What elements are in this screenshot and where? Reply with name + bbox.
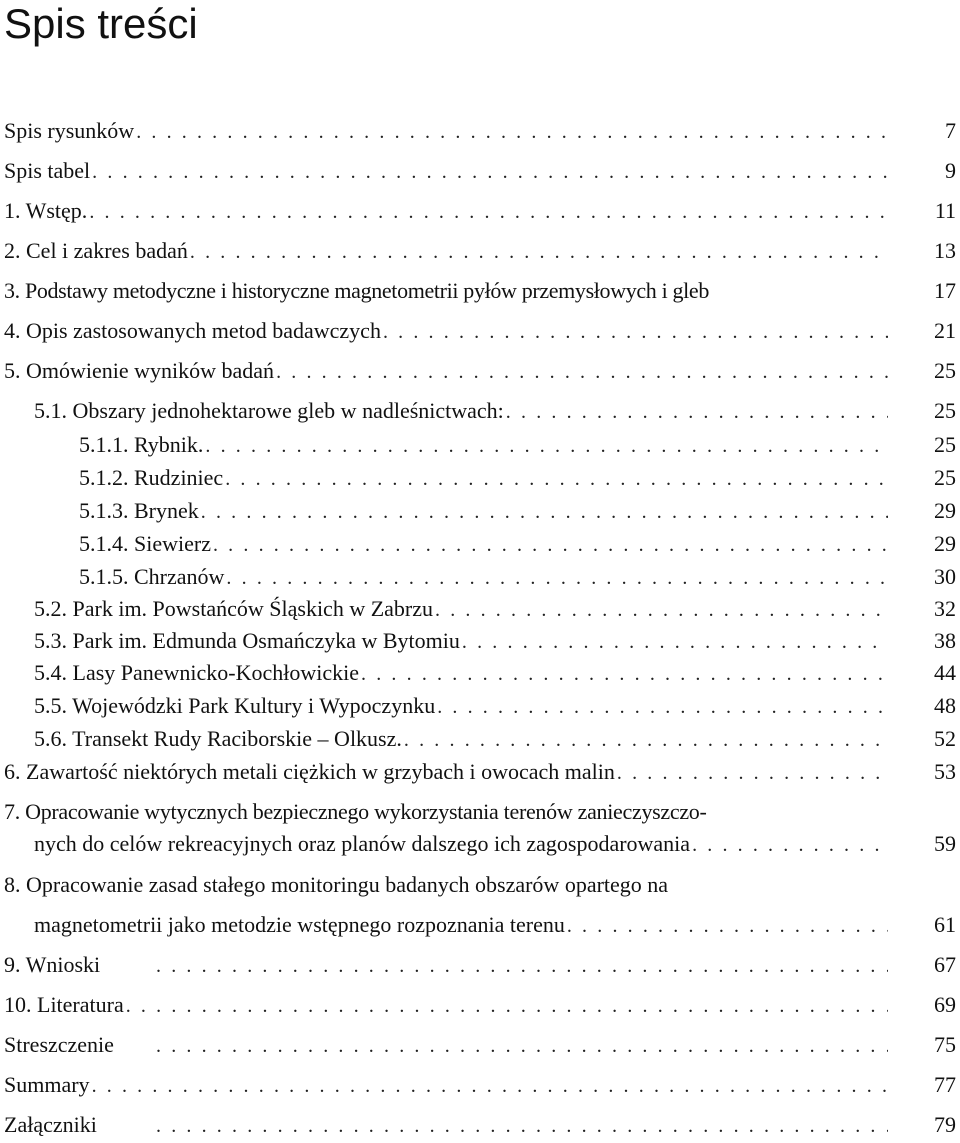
toc-page-number: 38 — [934, 628, 956, 653]
dot-leader — [156, 1031, 888, 1060]
toc-page-number: 77 — [934, 1072, 956, 1097]
dot-leader — [462, 627, 888, 656]
dot-leader — [506, 397, 888, 426]
toc-page-number: 52 — [934, 726, 956, 751]
dot-leader — [617, 758, 888, 787]
toc-entry-continuation: nych do celów rekreacyjnych oraz planów dalszego ich zagospodarowania — [34, 831, 691, 856]
toc-entry[interactable] — [0, 430, 960, 460]
dot-leader — [435, 595, 888, 624]
toc-page-number: 13 — [934, 238, 956, 263]
dot-leader — [126, 991, 888, 1020]
toc-entry[interactable] — [0, 990, 960, 1020]
toc-entry-label: 5.1. Obszary jednohektarowe gleb w nadleśnictwach: — [34, 398, 504, 423]
toc-entry-label: 5.1.5. Chrzanów — [79, 564, 225, 589]
toc-entry-label[interactable]: 8. Opracowanie zasad stałego monitoringu badanych obszarów opartego na — [4, 872, 669, 897]
toc-entry-label: 9. Wnioski — [4, 952, 101, 977]
toc-entry-label: 2. Cel i zakres badań — [4, 238, 188, 263]
toc-page-number: 25 — [934, 432, 956, 457]
page-title: Spis treści — [4, 0, 198, 47]
toc-page-number: 11 — [934, 198, 956, 223]
toc-entry-label: Summary — [4, 1072, 90, 1097]
dot-leader — [156, 951, 888, 980]
dot-leader — [136, 117, 888, 146]
toc-entry-label: 5.4. Lasy Panewnicko-Kochłowickie — [34, 660, 360, 685]
toc-entry-label: 5.1.1. Rybnik. — [79, 432, 204, 457]
toc-page-number: 25 — [934, 358, 956, 383]
dot-leader — [437, 692, 888, 721]
dot-leader — [190, 237, 888, 266]
toc-entry[interactable] — [0, 196, 960, 226]
toc-entry-label: 5.3. Park im. Edmunda Osmańczyka w Bytomiu — [34, 628, 460, 653]
toc-entry[interactable] — [0, 1110, 960, 1140]
toc-entry-label: 5.1.3. Brynek — [79, 498, 199, 523]
dot-leader — [692, 830, 888, 859]
toc-entry-label[interactable]: 7. Opracowanie wytycznych bezpiecznego wykorzystania terenów zanieczyszczo- — [4, 799, 707, 824]
toc-entry-label: 3. Podstawy metodyczne i historyczne magnetometrii pyłów przemysłowych i gleb — [4, 278, 709, 303]
toc-entry-label: Spis rysunków — [4, 118, 135, 143]
toc-entry-label: 4. Opis zastosowanych metod badawczych — [4, 318, 381, 343]
toc-page-number: 9 — [945, 158, 956, 183]
toc-entry[interactable] — [0, 626, 960, 656]
toc-page-number: 59 — [934, 831, 956, 856]
toc-entry-label: 5.1.4. Siewierz — [79, 531, 211, 556]
toc-entry[interactable] — [0, 463, 960, 493]
toc-entry[interactable] — [0, 1030, 960, 1060]
toc-entry[interactable] — [0, 829, 960, 859]
toc-entry[interactable] — [0, 236, 960, 266]
toc-entry-continuation: magnetometrii jako metodzie wstępnego rozpoznania terenu — [34, 912, 565, 937]
toc-page-number: 29 — [934, 498, 956, 523]
dot-leader — [404, 725, 888, 754]
toc-entry-label: 5.2. Park im. Powstańców Śląskich w Zabrzu — [34, 596, 433, 621]
toc-entry-label: Spis tabel — [4, 158, 91, 183]
toc-entry-label: 6. Zawartość niektórych metali ciężkich w grzybach i owocach malin — [4, 759, 615, 784]
toc-page-number: 7 — [945, 118, 956, 143]
toc-entry[interactable] — [0, 356, 960, 386]
toc-entry[interactable] — [0, 562, 960, 592]
dot-leader — [205, 431, 888, 460]
toc-page-number: 29 — [934, 531, 956, 556]
dot-leader — [213, 530, 888, 559]
toc-page-number: 30 — [934, 564, 956, 589]
toc-entry-label: 5.6. Transekt Rudy Raciborskie – Olkusz. — [34, 726, 402, 751]
toc-page-number: 48 — [934, 693, 956, 718]
toc-page-number: 61 — [934, 912, 956, 937]
toc-entry-label: Streszczenie — [4, 1032, 114, 1057]
toc-entry[interactable] — [0, 950, 960, 980]
toc-page-number: 53 — [934, 759, 956, 784]
toc-page-number: 79 — [934, 1112, 956, 1137]
toc-entry-label: 5. Omówienie wyników badań — [4, 358, 275, 383]
dot-leader — [201, 497, 888, 526]
toc-page-number: 75 — [934, 1032, 956, 1057]
toc-entry[interactable] — [0, 276, 960, 306]
toc-entry-label: 5.5. Wojewódzki Park Kultury i Wypoczynku — [34, 693, 436, 718]
dot-leader — [226, 563, 888, 592]
dot-leader — [89, 197, 888, 226]
toc-page-number: 32 — [934, 596, 956, 621]
toc-entry[interactable] — [0, 529, 960, 559]
dot-leader — [361, 659, 888, 688]
dot-leader — [92, 1071, 888, 1100]
toc-entry-label: 1. Wstęp. — [4, 198, 88, 223]
toc-entry[interactable] — [0, 116, 960, 146]
toc-entry[interactable] — [0, 724, 960, 754]
toc-entry[interactable] — [0, 757, 960, 787]
dot-leader — [225, 464, 888, 493]
toc-entry-label: Załączniki — [4, 1112, 97, 1137]
toc-entry[interactable] — [0, 594, 960, 624]
dot-leader — [92, 157, 888, 186]
toc-entry[interactable] — [0, 316, 960, 346]
toc-page-number: 17 — [934, 278, 956, 303]
toc-entry[interactable] — [0, 691, 960, 721]
toc-entry[interactable] — [0, 658, 960, 688]
toc-entry[interactable] — [0, 156, 960, 186]
dot-leader — [383, 317, 888, 346]
toc-page-number: 21 — [934, 318, 956, 343]
dot-leader — [567, 911, 888, 940]
toc-entry[interactable] — [0, 1070, 960, 1100]
toc-entry[interactable] — [0, 396, 960, 426]
dot-leader — [156, 1111, 888, 1140]
toc-page-number: 25 — [934, 465, 956, 490]
dot-leader — [276, 357, 888, 386]
toc-entry[interactable] — [0, 910, 960, 940]
toc-entry-label: 10. Literatura — [4, 992, 124, 1017]
toc-entry[interactable] — [0, 496, 960, 526]
toc-page-number: 69 — [934, 992, 956, 1017]
toc-entry-label: 5.1.2. Rudziniec — [79, 465, 224, 490]
toc-page-number: 25 — [934, 398, 956, 423]
toc-page-number: 67 — [934, 952, 956, 977]
toc-page-number: 44 — [934, 660, 956, 685]
